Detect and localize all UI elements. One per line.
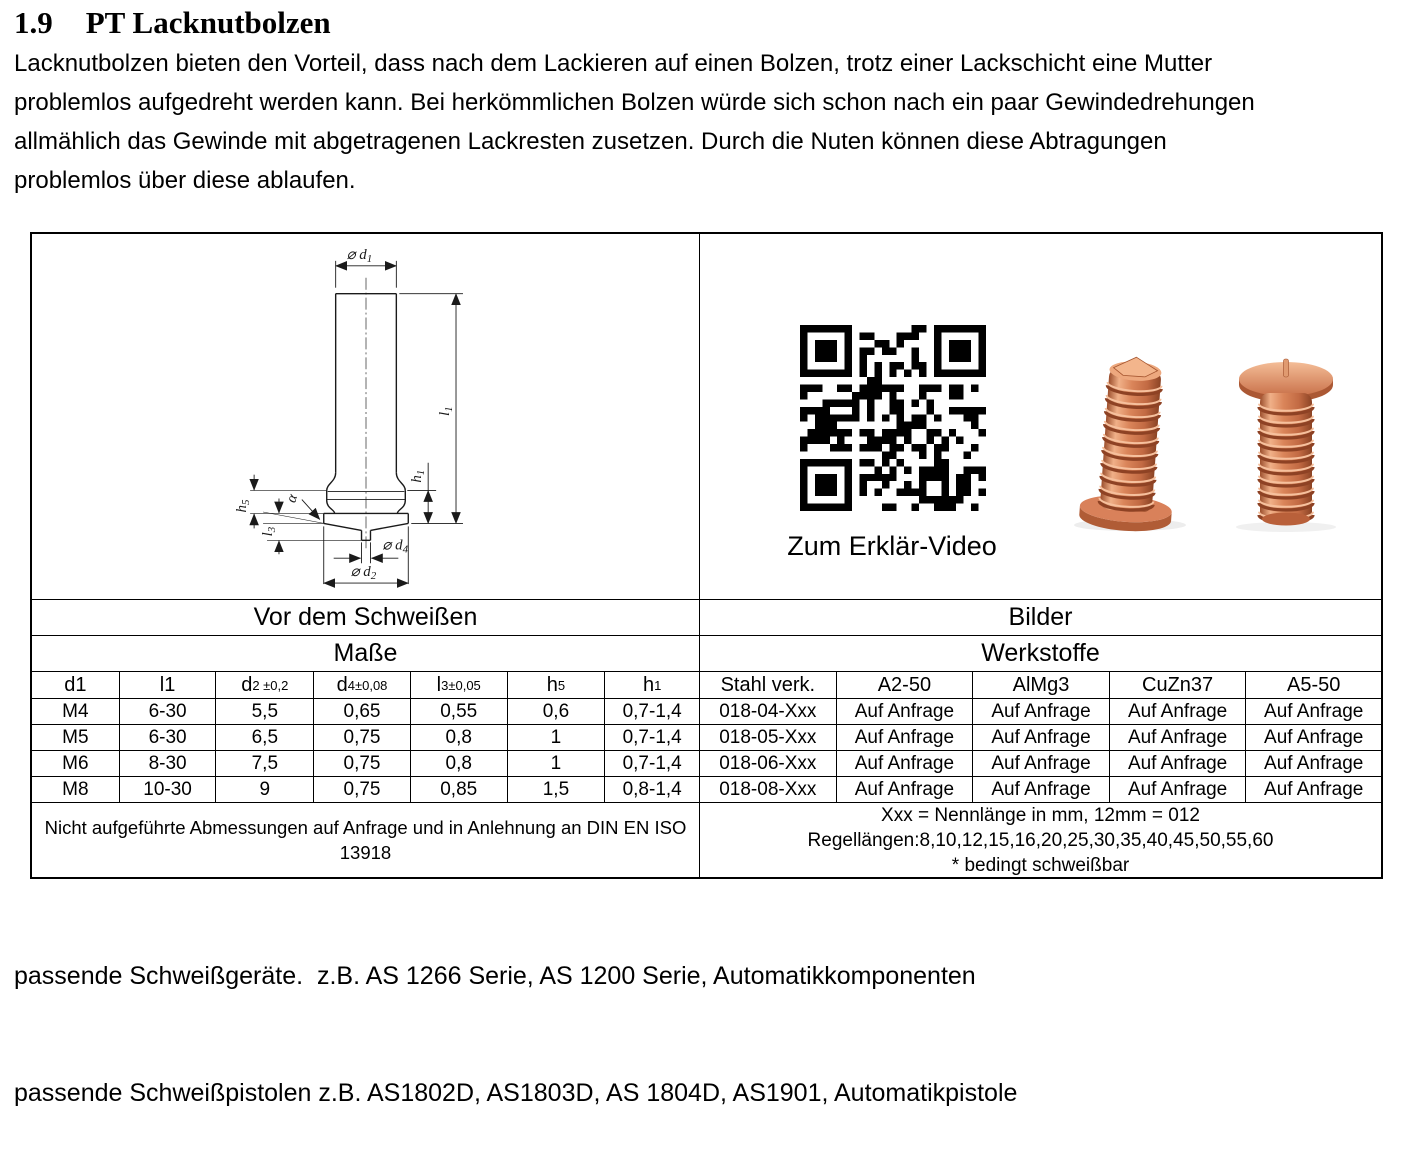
cell-material-a2: Auf Anfrage (837, 751, 974, 777)
table-header-row (32, 672, 1381, 699)
cell-material-cuzn37: Auf Anfrage (1110, 699, 1247, 725)
qr-code[interactable] (800, 325, 986, 511)
table-note-row (32, 803, 1381, 877)
table-title-row (32, 600, 1381, 636)
col-header-stahl: Stahl verk. (700, 672, 837, 699)
cell-d4: 0,75 (314, 777, 411, 803)
footer-text (14, 879, 1017, 1152)
cell-material-almg3: Auf Anfrage (973, 751, 1110, 777)
section-heading (14, 5, 331, 41)
cell-h5: 0,6 (508, 699, 606, 725)
cell-thread: M8 (32, 777, 120, 803)
images-cell (700, 234, 1381, 600)
cell-length: 8-30 (120, 751, 217, 777)
footer-line-guns: passende Schweißpistolen z.B. AS1802D, AS1803D, AS 1804D, AS1901, Automatikpistole (14, 1079, 1018, 1107)
heading-number: 1.9 (14, 5, 53, 40)
cell-l3: 0,8 (411, 725, 508, 751)
cell-article: 018-04-Xxx (700, 699, 837, 725)
col-header-l1: l1 (120, 672, 217, 699)
heading-title: PT Lacknutbolzen (85, 5, 331, 40)
cell-h5: 1 (508, 751, 606, 777)
col-header-l3: l 3±0,05 (411, 672, 508, 699)
technical-drawing (32, 234, 699, 600)
intro-paragraph (14, 44, 1255, 200)
cell-article: 018-05-Xxx (700, 725, 837, 751)
cell-thread: M5 (32, 725, 120, 751)
cell-material-cuzn37: Auf Anfrage (1110, 777, 1247, 803)
table-row (32, 751, 1381, 777)
cell-length: 10-30 (120, 777, 217, 803)
col-header-almg3: AlMg3 (973, 672, 1110, 699)
cell-material-a5: Auf Anfrage (1246, 725, 1381, 751)
dim-label-h1: $h_1$ (409, 469, 428, 483)
note-dimensions: Nicht aufgeführte Abmessungen auf Anfrage und in Anlehnung an DIN EN ISO 13918 (32, 803, 700, 877)
table-row (32, 725, 1381, 751)
cell-material-almg3: Auf Anfrage (973, 699, 1110, 725)
intro-line: Lacknutbolzen bieten den Vorteil, dass nach dem Lackieren auf einen Bolzen, trotz einer Lackschicht eine Mutter (14, 50, 1213, 77)
cell-material-a2: Auf Anfrage (837, 725, 974, 751)
cell-d4: 0,75 (314, 751, 411, 777)
cell-d2: 9 (216, 777, 314, 803)
cell-length: 6-30 (120, 725, 217, 751)
note-lengths (700, 803, 1381, 877)
cell-d4: 0,65 (314, 699, 411, 725)
col-header-a5-50: A5-50 (1246, 672, 1381, 699)
table-row (32, 777, 1381, 803)
footer-line-devices: passende Schweißgeräte. z.B. AS 1266 Serie, AS 1200 Serie, Automatikkomponenten (14, 962, 976, 990)
cell-material-cuzn37: Auf Anfrage (1110, 751, 1247, 777)
product-table (30, 232, 1383, 879)
cell-h1: 0,8-1,4 (605, 777, 700, 803)
table-row (32, 699, 1381, 725)
table-subtitle-right: Werkstoffe (700, 636, 1381, 672)
dim-label-h5: $h_5$ (234, 499, 253, 513)
cell-d2: 5,5 (216, 699, 314, 725)
dim-label-d4: ⌀ $d_4$ (382, 537, 409, 556)
cell-material-a5: Auf Anfrage (1246, 699, 1381, 725)
cell-thread: M4 (32, 699, 120, 725)
product-photo-studs (1058, 319, 1358, 539)
dim-label-alpha: α (283, 492, 302, 505)
cell-material-a2: Auf Anfrage (837, 699, 974, 725)
table-subtitle-left: Maße (32, 636, 700, 672)
cell-l3: 0,55 (411, 699, 508, 725)
dim-label-l1: $l_1$ (437, 406, 456, 417)
cell-article: 018-06-Xxx (700, 751, 837, 777)
cell-material-a5: Auf Anfrage (1246, 751, 1381, 777)
cell-d4: 0,75 (314, 725, 411, 751)
intro-line: problemlos aufgedreht werden kann. Bei herkömmlichen Bolzen würde sich schon nach ein paar Gewindedrehungen (14, 89, 1255, 116)
col-header-d1: d1 (32, 672, 120, 699)
video-link-label[interactable]: Zum Erklär-Video (787, 531, 997, 561)
stud-right (1239, 359, 1333, 526)
cell-h1: 0,7-1,4 (605, 751, 700, 777)
cell-l3: 0,8 (411, 751, 508, 777)
intro-line: allmählich das Gewinde mit abgetragenen Lackresten zusetzen. Durch die Nuten können diese Abtragungen (14, 128, 1167, 155)
dim-label-l3: $l_3$ (260, 526, 279, 537)
table-title-left: Vor dem Schweißen (32, 600, 700, 636)
technical-drawing-cell (32, 234, 700, 600)
cell-material-a2: Auf Anfrage (837, 777, 974, 803)
cell-material-almg3: Auf Anfrage (973, 777, 1110, 803)
note-line: Regellängen:8,10,12,15,16,20,25,30,35,40,45,50,55,60 (807, 829, 1274, 851)
col-header-h5: h 5 (508, 672, 606, 699)
note-line: Xxx = Nennlänge in mm, 12mm = 012 (881, 804, 1200, 826)
cell-material-almg3: Auf Anfrage (973, 725, 1110, 751)
cell-material-a5: Auf Anfrage (1246, 777, 1381, 803)
col-header-cuzn37: CuZn37 (1110, 672, 1247, 699)
table-title-right: Bilder (700, 600, 1381, 636)
stud-left (1078, 354, 1182, 534)
cell-thread: M6 (32, 751, 120, 777)
col-header-d4: d 4±0,08 (314, 672, 411, 699)
cell-h1: 0,7-1,4 (605, 699, 700, 725)
col-header-a2-50: A2-50 (837, 672, 974, 699)
intro-line: problemlos über diese ablaufen. (14, 167, 356, 194)
dim-label-d2: ⌀ $d_2$ (350, 564, 377, 583)
cell-h1: 0,7-1,4 (605, 725, 700, 751)
cell-h5: 1,5 (508, 777, 606, 803)
table-subtitle-row (32, 636, 1381, 672)
table-image-row (32, 234, 1381, 600)
cell-h5: 1 (508, 725, 606, 751)
cell-d2: 7,5 (216, 751, 314, 777)
cell-article: 018-08-Xxx (700, 777, 837, 803)
cell-d2: 6,5 (216, 725, 314, 751)
cell-material-cuzn37: Auf Anfrage (1110, 725, 1247, 751)
cell-length: 6-30 (120, 699, 217, 725)
col-header-d2: d 2 ±0,2 (216, 672, 314, 699)
cell-l3: 0,85 (411, 777, 508, 803)
dim-label-d1: ⌀ $d_1$ (346, 246, 373, 265)
col-header-h1: h 1 (605, 672, 700, 699)
note-line: * bedingt schweißbar (951, 854, 1130, 876)
